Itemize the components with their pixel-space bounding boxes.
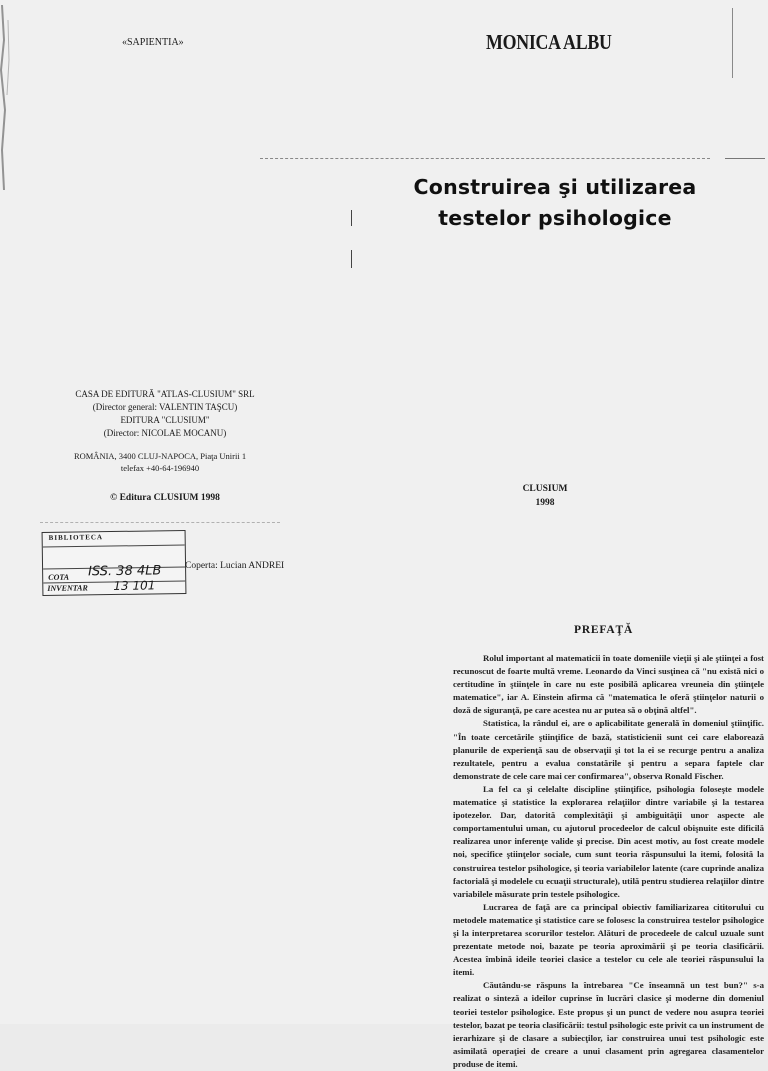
copyright-line: © Editura CLUSIUM 1998 [110, 493, 220, 503]
publisher-block [60, 388, 270, 440]
stamp-cota-label: COTA [48, 572, 70, 582]
preface-heading: PREFAŢĂ [574, 624, 634, 636]
preface-text [453, 652, 764, 1071]
scan-edge-noise [0, 0, 16, 200]
address-line: telefax +40-64-196940 [120, 463, 200, 473]
publisher-line: EDITURA "CLUSIUM" [120, 415, 210, 425]
author-name: MONICA ALBU [486, 30, 612, 54]
title-line-2: testelor psihologice [438, 206, 672, 230]
fold-line [40, 522, 280, 523]
stamp-cota-value: ISS. 38 4LB [88, 563, 162, 580]
book-title [380, 172, 730, 234]
stamp-header: BIBLIOTECA [48, 533, 104, 542]
library-stamp [42, 530, 187, 596]
title-line-1: Construirea şi utilizarea [413, 175, 697, 199]
margin-mark [732, 8, 733, 78]
publisher-address [60, 450, 260, 474]
margin-mark [351, 210, 352, 226]
stamp-inventar-label: INVENTAR [47, 583, 88, 593]
stamp-inventar-value: 13 101 [113, 578, 156, 594]
imprint [500, 482, 590, 510]
address-line: ROMÂNIA, 3400 CLUJ-NAPOCA, Piaţa Unirii 1 [73, 451, 247, 461]
preface-paragraph: Lucrarea de faţă are ca principal obiectiv familiarizarea cititorului cu metodele matematice şi statistice care se folosesc la construirea testelor psihologice şi la interpretarea scorurilor testelor. Alături de procedeele de calcul uzuale sunt prezentate metode noi, bazate pe teoria aproximării şi pe teoria clasificării. Acestea îmbină ideile teoriei clasice a testelor cu cele ale teoriei răspunsului la itemi. [453, 901, 764, 978]
series-name: «SAPIENTIA» [122, 37, 184, 48]
preface-paragraph: Statistica, la rândul ei, are o aplicabilitate generală în domeniul ştiinţific. "În toate cercetările ştiinţifice de bază, statisticienii sunt cei care elaborează planurile de experienţă sau de observaţii şi tot la ei se recurge pentru a analiza rezultatele, pentru a evalua constatările şi pentru a separa faptele clar demonstrate de cele care mai cer confirmarea", observa Ronald Fischer. [453, 718, 764, 781]
fold-line [725, 158, 765, 159]
imprint-year: 1998 [535, 498, 555, 508]
publisher-line: (Director general: VALENTIN TAŞCU) [92, 402, 238, 412]
publisher-line: CASA DE EDITURĂ "ATLAS-CLUSIUM" SRL [75, 389, 255, 399]
publisher-line: (Director: NICOLAE MOCANU) [103, 428, 227, 438]
imprint-city: CLUSIUM [522, 484, 568, 494]
cover-credit: Coperta: Lucian ANDREI [185, 561, 285, 571]
preface-paragraph: Căutându-se răspuns la întrebarea "Ce înseamnă un test bun?" s-a realizat o sinteză a ideilor cuprinse în lucrări clasice şi moderne din domeniul teoriei testelor psihologice. Este propus şi un punct de vedere nou asupra teoriei testelor, bazat pe teoria clasificării: testul psihologic este privit ca un instrument de ierarhizare şi de clasare a subiecţilor, iar construirea unui test psihologic este asimilată operaţiei de creare a unui clasament prin agregarea clasamentelor produse de itemi. [453, 980, 764, 1069]
preface-paragraph: La fel ca şi celelalte discipline ştiinţifice, psihologia foloseşte modele matematice şi statistice la explorarea relaţiilor dintre variabile şi la testarea ipotezelor. Dar, datorită complexităţii şi ambiguităţii unor aspecte ale comportamentului uman, cu ajutorul procedeelor de calcul obişnuite este dificilă realizarea unor inferenţe valide şi precise. Din acest motiv, au fost create modele noi, specifice ştiinţelor sociale, cum sunt teoria răspunsului la itemi, folosită la construirea testelor psihologice, şi teoria variabilelor latente (care cuprinde analiza factorială şi modelele cu ecuaţii structurale), utilă pentru studierea relaţiilor dintre variabilele măsurate prin testele psihologice. [453, 783, 764, 899]
fold-line [260, 158, 710, 159]
preface-paragraph: Rolul important al matematicii în toate domeniile vieţii şi ale ştiinţei a fost recunoscut de foarte multă vreme. Leonardo da Vinci susţinea că "nu există nici o certitudine în ştiinţele în care nu este posibilă aplicarea vreuneia din ştiinţele matematice", iar A. Einstein afirma că "matematica le oferă ştiinţelor naturii o doză de siguranţă, pe care acestea nu ar putea să o obţină altfel". [453, 653, 764, 716]
margin-mark [351, 250, 352, 268]
